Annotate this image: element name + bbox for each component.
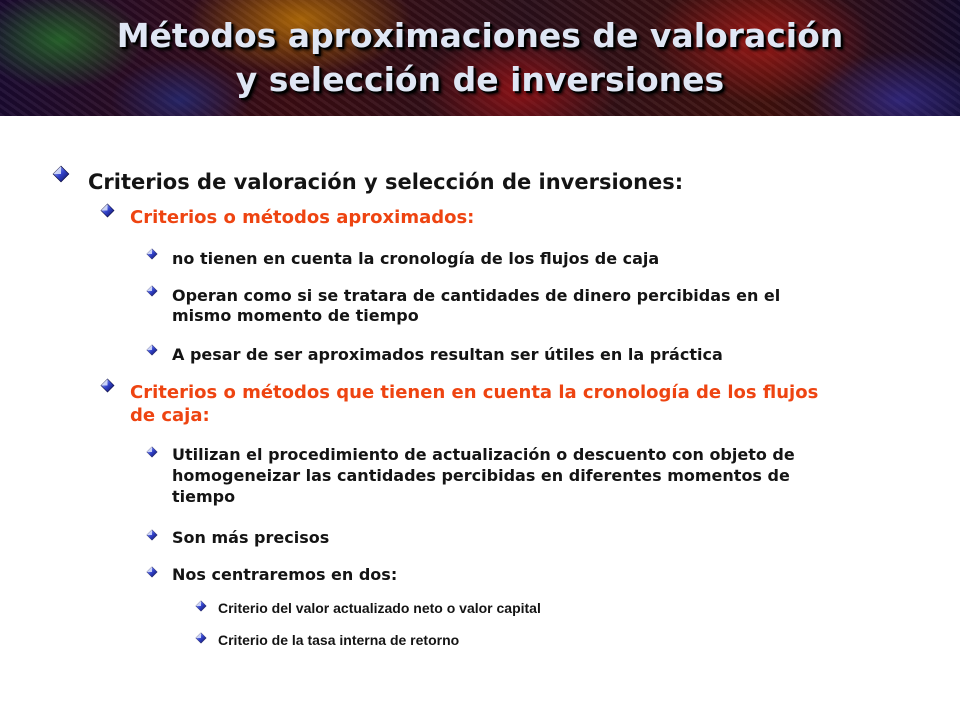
diamond-bullet-icon — [100, 378, 115, 393]
diamond-bullet-icon — [146, 566, 158, 578]
diamond-bullet-icon — [146, 446, 158, 458]
group2-label-line1: Criterios o métodos que tienen en cuenta la cronología de los flujos — [130, 382, 819, 403]
slide-title-line1: Métodos aproximaciones de valoración — [116, 16, 844, 55]
group1-item1: no tienen en cuenta la cronología de los flujos de caja — [172, 249, 660, 268]
group2-label-line2: de caja: — [130, 405, 210, 426]
group2-item1-line3: tiempo — [172, 487, 236, 506]
group2-item1-line2: homogeneizar las cantidades percibidas en diferentes momentos de — [172, 466, 790, 485]
diamond-bullet-icon — [52, 165, 70, 183]
group2-subitem1: Criterio del valor actualizado neto o valor capital — [218, 600, 541, 616]
group2-item3: Nos centraremos en dos: — [172, 565, 398, 584]
slide-title — [0, 14, 960, 102]
group1-item2-line2: mismo momento de tiempo — [172, 306, 419, 325]
group2-item2: Son más precisos — [172, 528, 330, 547]
group1-item2-line1: Operan como si se tratara de cantidades de dinero percibidas en el — [172, 286, 781, 305]
diamond-bullet-icon — [146, 248, 158, 260]
group2-subitem2: Criterio de la tasa interna de retorno — [218, 632, 460, 648]
diamond-bullet-icon — [146, 344, 158, 356]
group1-item3: A pesar de ser aproximados resultan ser útiles en la práctica — [172, 345, 723, 364]
diamond-bullet-icon — [195, 632, 207, 644]
diamond-bullet-icon — [195, 600, 207, 612]
group1-label: Criterios o métodos aproximados: — [130, 207, 475, 228]
diamond-bullet-icon — [146, 529, 158, 541]
diamond-bullet-icon — [100, 203, 115, 218]
diamond-bullet-icon — [146, 285, 158, 297]
title-banner — [0, 0, 960, 116]
slide-title-line2: y selección de inversiones — [235, 60, 725, 99]
main-heading: Criterios de valoración y selección de inversiones: — [88, 170, 684, 194]
group2-item1-line1: Utilizan el procedimiento de actualización o descuento con objeto de — [172, 445, 795, 464]
